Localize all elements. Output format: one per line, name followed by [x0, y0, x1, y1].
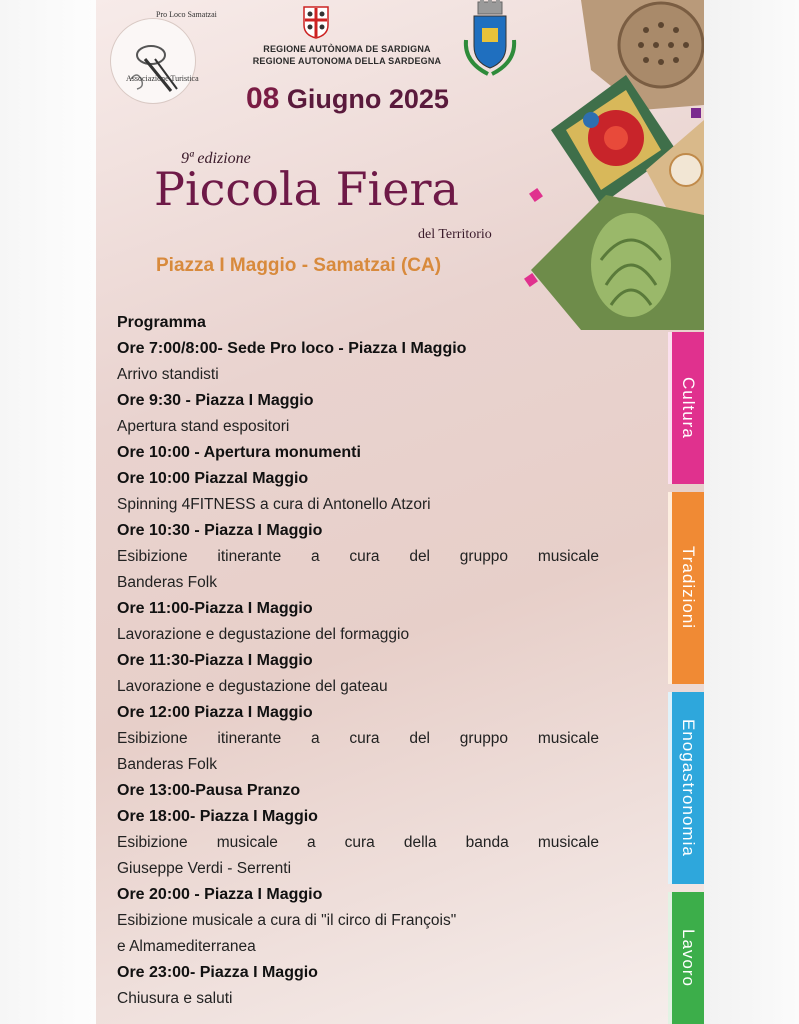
category-lavoro [668, 892, 704, 1024]
category-cultura [668, 332, 704, 484]
item-time-place: Ore 11:00-Piazza I Maggio [117, 600, 313, 617]
item-description-cont: Banderas Folk [117, 574, 217, 591]
item-time-place: Ore 7:00/8:00- Sede Pro loco - Piazza I Maggio [117, 340, 467, 357]
municipal-coat-of-arms-icon [460, 0, 520, 80]
item-description: Lavorazione e degustazione del gateau [117, 678, 388, 695]
item-time-place: Ore 10:00 PiazzaI Maggio [117, 470, 309, 487]
item-description: Esibizione itinerante a cura del gruppo musicale [117, 548, 599, 565]
proloco-arc-bottom: Associazione Turistica [126, 74, 199, 83]
proloco-emblem-icon [111, 19, 195, 103]
item-description: Esibizione itinerante a cura del gruppo musicale [117, 730, 599, 747]
programme [117, 310, 599, 1012]
sardinia-coat-of-arms-icon [302, 5, 330, 39]
category-enogastronomia [668, 692, 704, 884]
collage-graphic [521, 0, 704, 330]
item-description: Lavorazione e degustazione del formaggio [117, 626, 410, 643]
item-description: Chiusura e saluti [117, 990, 233, 1007]
region-line-1: REGIONE AUTÒNOMA DE SARDIGNA [263, 44, 431, 54]
programme-item [117, 518, 599, 596]
programme-item [117, 648, 599, 700]
programme-item [117, 440, 599, 466]
item-description: Spinning 4FITNESS a cura di Antonello Atzori [117, 496, 431, 513]
left-margin [0, 0, 96, 1024]
item-description: Apertura stand espositori [117, 418, 290, 435]
item-description: Esibizione musicale a cura della banda musicale [117, 834, 599, 851]
programme-item [117, 778, 599, 804]
photo-collage [521, 0, 704, 330]
programme-item [117, 700, 599, 778]
item-time-place: Ore 18:00- Piazza I Maggio [117, 808, 318, 825]
item-description: Arrivo standisti [117, 366, 219, 383]
category-label: Tradizioni [679, 546, 698, 630]
item-time-place: Ore 10:30 - Piazza I Maggio [117, 522, 323, 539]
item-time-place: Ore 12:00 Piazza I Maggio [117, 704, 313, 721]
category-label: Enogastronomia [679, 719, 698, 857]
programme-item [117, 804, 599, 882]
event-title: Piccola Fiera [154, 162, 459, 216]
item-time-place: Ore 10:00 - Apertura monumenti [117, 444, 361, 461]
item-description-cont: Banderas Folk [117, 756, 217, 773]
item-time-place: Ore 23:00- Piazza I Maggio [117, 964, 318, 981]
date-month-year: Giugno 2025 [286, 84, 449, 114]
programme-item [117, 882, 599, 960]
event-subtitle: del Territorio [418, 227, 492, 242]
proloco-logo [110, 18, 196, 104]
date-day: 08 [246, 82, 280, 115]
item-time-place: Ore 13:00-Pausa Pranzo [117, 782, 301, 799]
programme-item [117, 960, 599, 1012]
item-description-cont: e Almamediterranea [117, 938, 256, 955]
item-time-place: Ore 9:30 - Piazza I Maggio [117, 392, 314, 409]
category-label: Cultura [679, 377, 698, 439]
category-tradizioni [668, 492, 704, 684]
item-description: Esibizione musicale a cura di "il circo di François" [117, 912, 457, 929]
item-time-place: Ore 11:30-Piazza I Maggio [117, 652, 313, 669]
proloco-arc-top: Pro Loco Samatzai [156, 10, 217, 19]
event-date [246, 82, 449, 116]
programme-item [117, 336, 599, 388]
region-line-2: REGIONE AUTONOMA DELLA SARDEGNA [252, 56, 442, 66]
category-label: Lavoro [679, 929, 698, 987]
flyer [96, 0, 704, 1024]
programme-item [117, 466, 599, 518]
item-description-cont: Giuseppe Verdi - Serrenti [117, 860, 292, 877]
right-margin [704, 0, 799, 1024]
programme-title: Programma [117, 314, 206, 331]
event-location: Piazza I Maggio - Samatzai (CA) [156, 255, 442, 276]
edition-label: 9ª edizione [181, 150, 251, 167]
programme-item [117, 596, 599, 648]
item-time-place: Ore 20:00 - Piazza I Maggio [117, 886, 323, 903]
programme-item [117, 388, 599, 440]
